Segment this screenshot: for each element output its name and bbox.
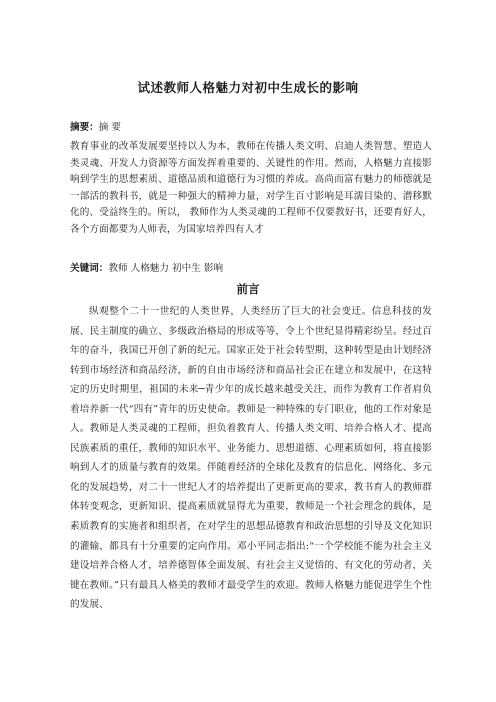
abstract-body: 教育事业的改革发展要坚持以人为本，教师在传播人类文明、启迪人类智慧、塑造人类灵魂、开发人力资源等方面发挥着重要的、关键性的作用。然而，人格魅力直接影响到学生的思想素质、道德品质和道德行为习惯的养成。高尚而富有魅力的师德就是一部活的教科书，就是一种强大的精神力量，对学生百寸影响是耳濡目染的、潜移默化的、受益终生的。所以， 教师作为人类灵魂的工程师不仅要教好书，还要育好人，各个方面都要为人师表，为国家培养四有人才 (70, 141, 432, 235)
abstract-heading-text: 摘 要 (98, 122, 122, 133)
keywords-label: 关键词： (70, 263, 109, 274)
keywords-line (70, 261, 223, 277)
abstract-label: 摘要： (70, 122, 99, 133)
section-heading-foreword: 前言 (236, 282, 260, 296)
abstract-heading-line (70, 120, 121, 136)
keywords-value: 教师 人格魅力 初中生 影响 (108, 263, 224, 274)
foreword-body: 纵观整个二十一世纪的人类世界，人类经历了巨大的社会变迁。信息科技的发展、民主制度的确立、多级政治格局的形成等等，令上个世纪显得精彩纷呈。经过百年的奋斗，我国已开创了新的纪元。国家正处于社会转型期，这种转型是由计划经济转到市场经济和商品经济，新的自由市场经济和商品社会正在建立和发展中，在这特定的历史时期里，祖国的未来─青少年的成长越来越受关注，而作为教育工作者肩负着培养新一代“四有”青年的历史使命。教师是一种特殊的专门职业，他的工作对象是人。教师是人类灵魂的工程师，担负着教育人、传播人类文明、培养合格人才、提高民族素质的重任，教师的知识水平、业务能力、思想道德、心理素质如何，将直接影响到人才的质量与教育的效果。伴随着经济的全球化及教育的信息化、网络化、多元化的发展趋势，对二十一世纪人才的培养提出了更新更高的要求，教书育人的教师群体转变观念，更新知识、提高素质就显得尤为重要，教师是一个社会理念的载体，是素质教育的实施者和组织者，在对学生的思想品德教育和政治思想的引导及文化知识的灌输，都具有十分重要的定向作用。邓小平同志指出:“一个学校能不能为社会主义建设培养合格人才，培养德智体全面发展、有社会主义觉悟的、有文化的劳动者，关键在教师。”只有最具人格美的教师才最受学生的欢迎。教师人格魅力能促进学生个性的发展、 (70, 306, 432, 611)
document-title: 试述教师人格魅力对初中生成长的影响 (137, 80, 359, 95)
